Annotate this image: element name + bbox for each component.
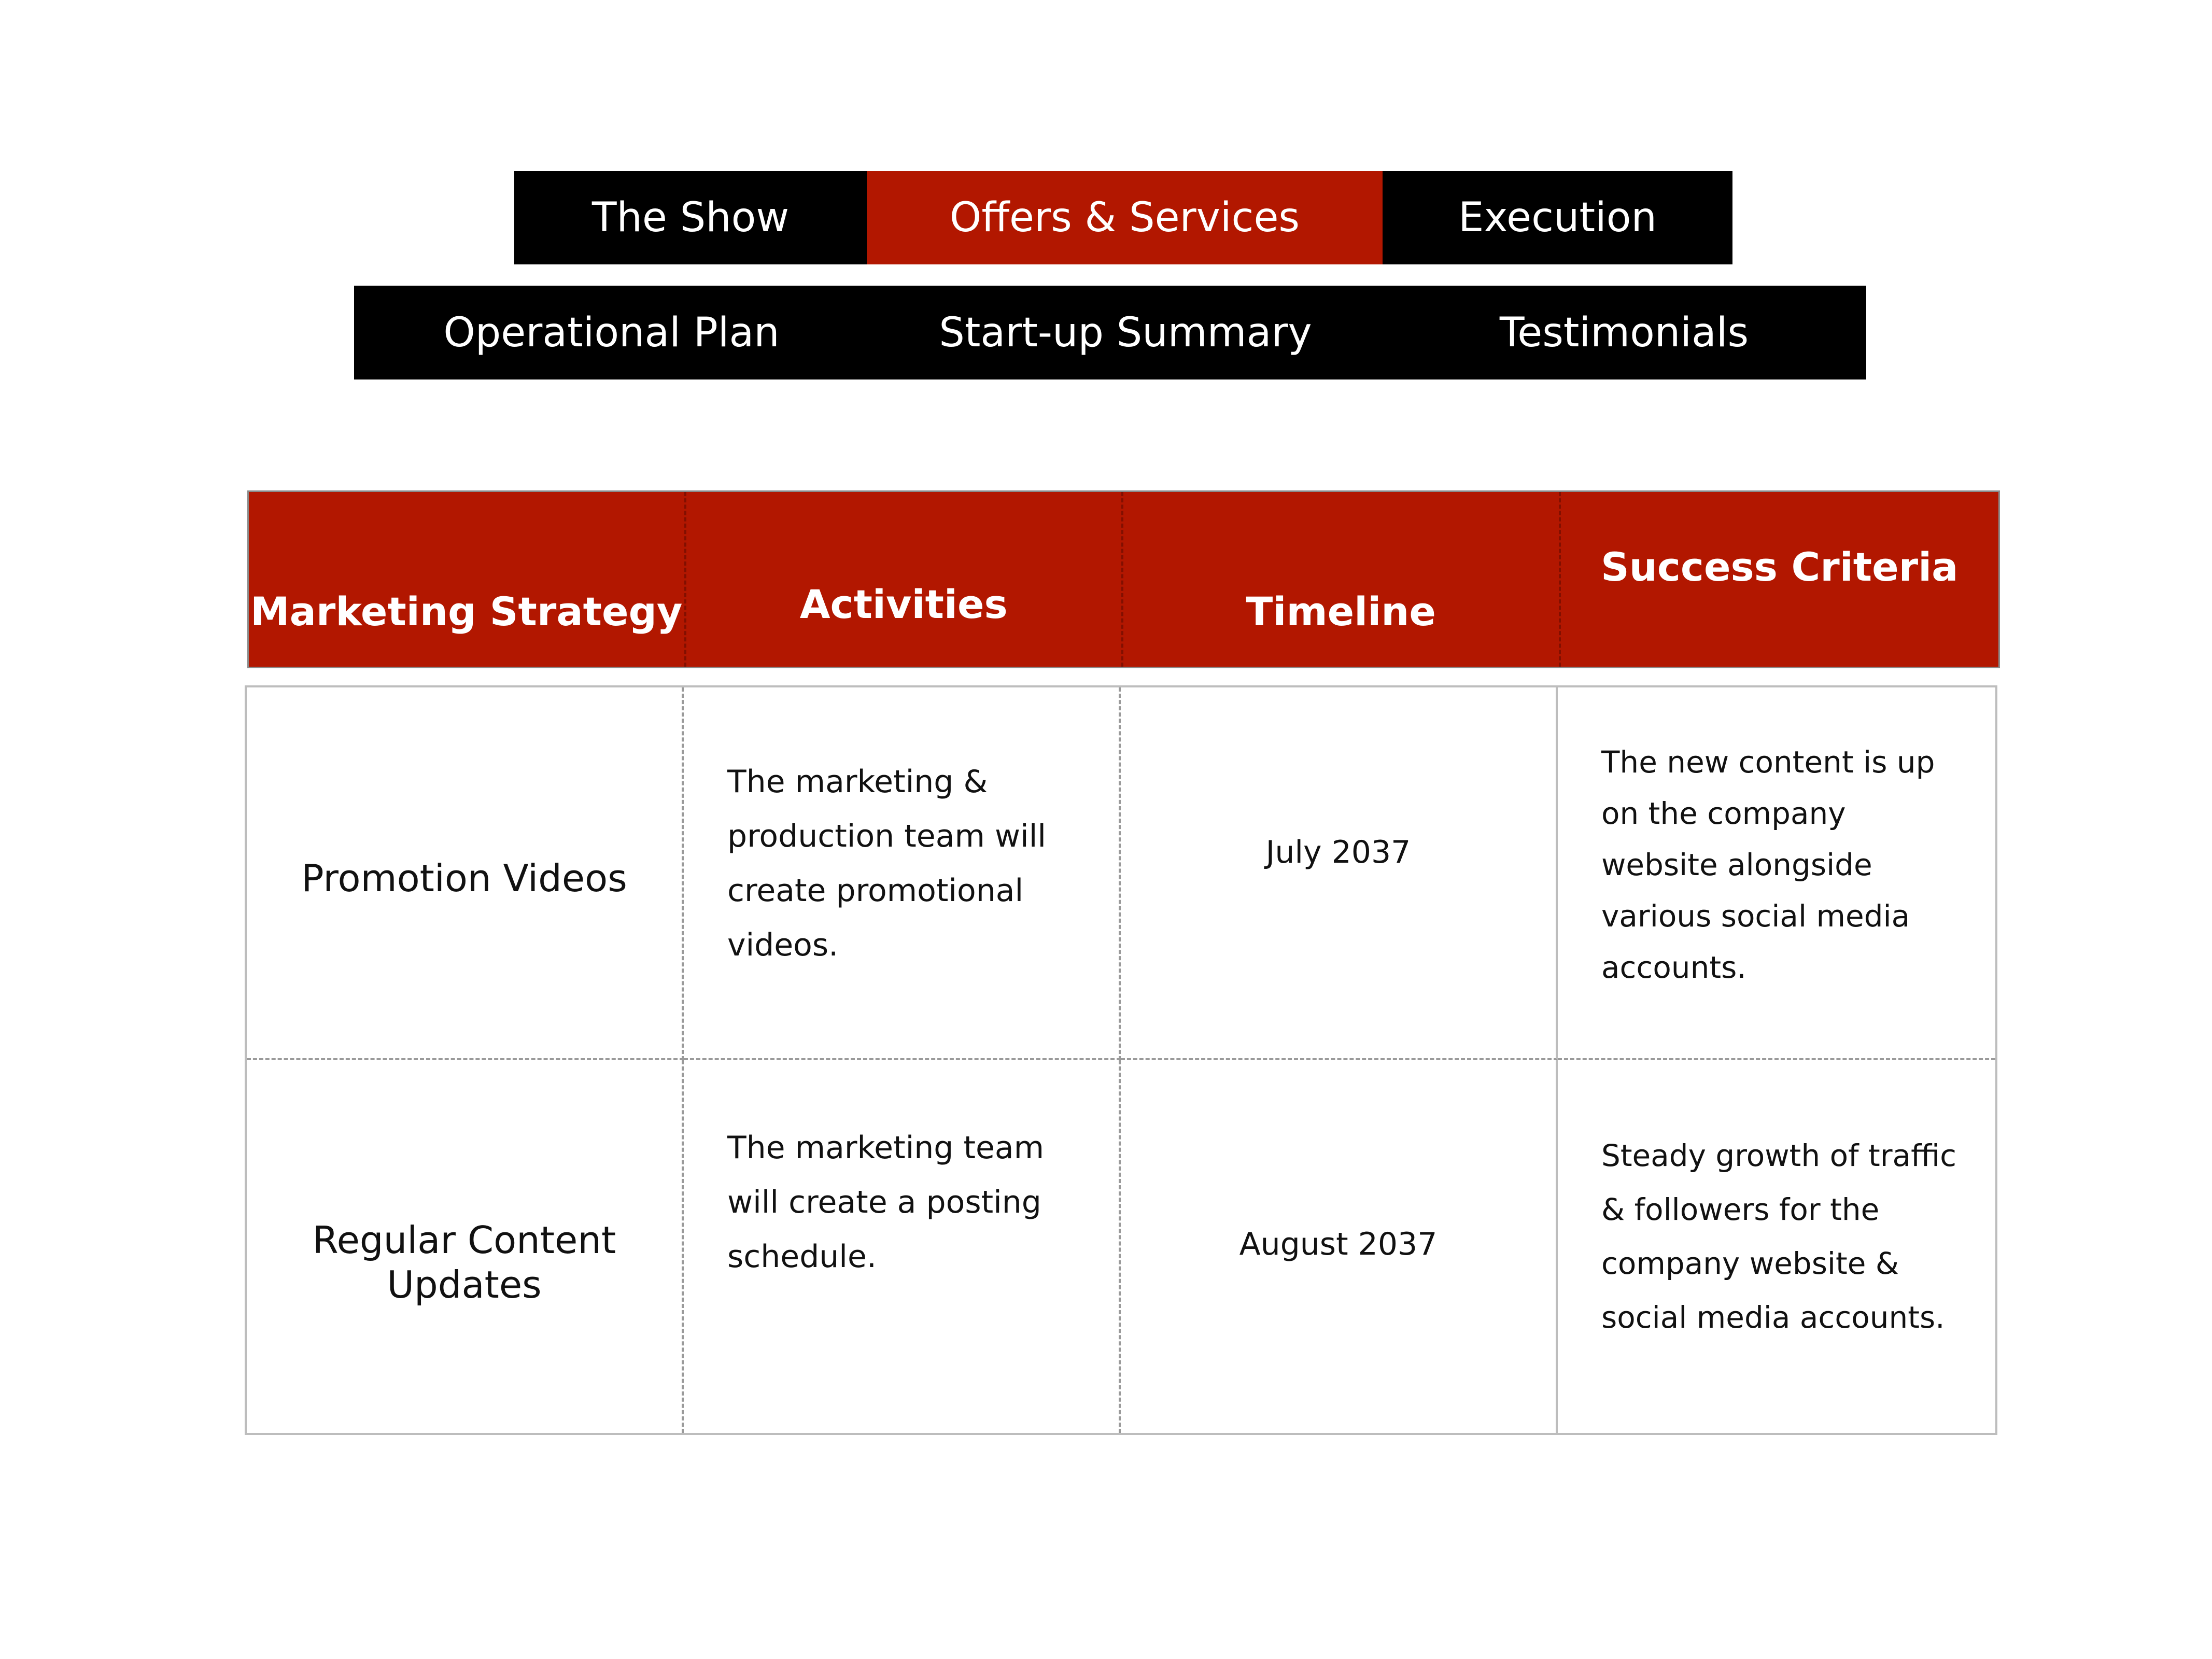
table-cell-timeline — [1121, 1060, 1558, 1433]
timeline-text: August 2037 — [1239, 1226, 1438, 1262]
table-body — [245, 685, 1997, 1435]
table-cell-criteria — [1558, 1060, 1995, 1433]
nav-row-secondary — [354, 286, 1866, 379]
table-header — [247, 490, 2000, 668]
header-success-criteria: Success Criteria — [1601, 544, 1959, 590]
table-cell-activity — [684, 1060, 1121, 1433]
strategy-text: Promotion Videos — [301, 856, 627, 900]
header-marketing-strategy: Marketing Strategy — [249, 492, 686, 667]
tab-the-show[interactable]: The Show — [591, 194, 790, 241]
table-cell-timeline — [1121, 687, 1558, 1060]
table-cell-strategy — [247, 1060, 684, 1433]
activity-text: The marketing team will create a posting schedule. — [727, 1130, 1045, 1275]
criteria-text: The new content is up on the company website alongside various social media accounts. — [1601, 744, 1935, 985]
strategy-text: Regular Content Updates — [312, 1218, 616, 1306]
header-activities: Activities — [686, 492, 1124, 667]
tab-offers-services[interactable]: Offers & Services — [867, 171, 1383, 264]
tab-startup-summary[interactable]: Start-up Summary — [939, 309, 1312, 356]
tab-operational-plan[interactable]: Operational Plan — [443, 309, 780, 356]
table-cell-criteria — [1558, 687, 1995, 1060]
table-cell-activity — [684, 687, 1121, 1060]
table-cell-strategy — [247, 687, 684, 1060]
activity-text: The marketing & production team will create promotional videos. — [727, 763, 1047, 963]
header-timeline: Timeline — [1123, 492, 1561, 667]
criteria-text: Steady growth of traffic & followers for the company website & social media accounts. — [1601, 1137, 1957, 1335]
timeline-text: July 2037 — [1265, 834, 1411, 870]
nav-row-primary — [514, 171, 1732, 264]
tab-execution[interactable]: Execution — [1458, 194, 1657, 241]
tab-testimonials[interactable]: Testimonials — [1499, 309, 1749, 356]
